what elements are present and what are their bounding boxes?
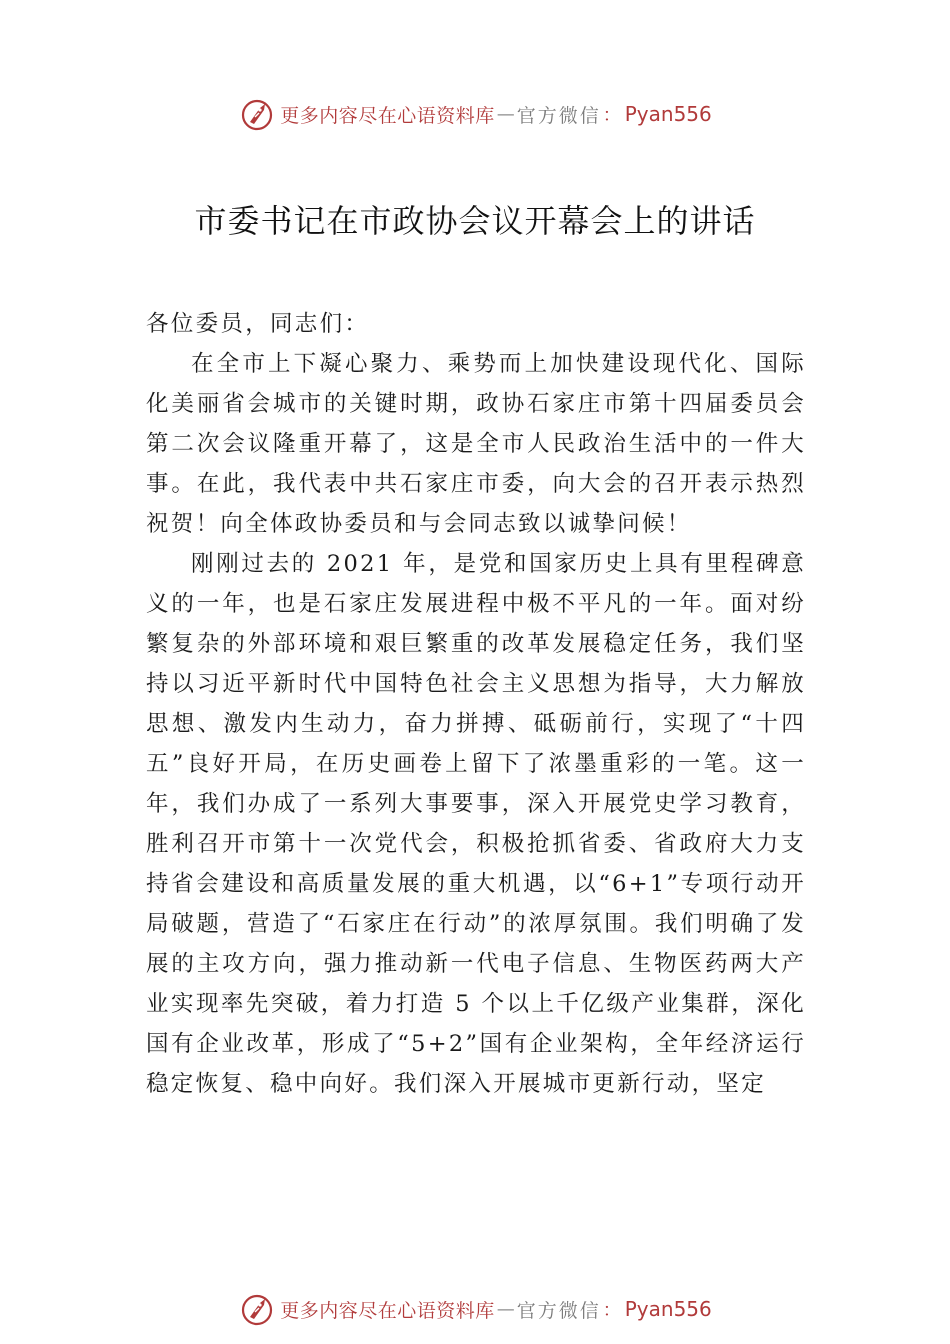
banner-text: 更多内容尽在心语资料库: [280, 1299, 495, 1322]
banner-wechat-label: 官方微信: [516, 1299, 601, 1322]
pen-nib-logo-icon: [238, 95, 276, 133]
salutation: 各位委员，同志们：: [146, 311, 370, 337]
document-title: 市委书记在市政协会议开幕会上的讲话: [194, 202, 756, 240]
banner-separator: —: [496, 1298, 515, 1320]
banner-colon: ：: [602, 1300, 621, 1321]
banner-text: 更多内容尽在心语资料库: [280, 104, 495, 127]
pen-nib-logo-icon: [238, 1290, 276, 1328]
paragraph-1: 在全市上下凝心聚力、乘势而上加快建设现代化、国际化美丽省会城市的关键时期，政协石家庄市第十四届委员会第二次会议隆重开幕了，这是全市人民政治生活中的一件大事。在此，我代表中共石家庄市委，向大会的召开表示热烈祝贺！向全体政协委员和与会同志致以诚挚问候！: [146, 351, 806, 537]
banner-wechat-label: 官方微信: [516, 104, 601, 127]
banner-wechat-id: Pyan556: [624, 1297, 712, 1321]
banner-separator: —: [496, 103, 515, 125]
footer-banner: [0, 1287, 950, 1331]
banner-colon: ：: [602, 105, 621, 126]
paragraph-2: 刚刚过去的 2021 年，是党和国家历史上具有里程碑意义的一年，也是石家庄发展进程中极不平凡的一年。面对纷繁复杂的外部环境和艰巨繁重的改革发展稳定任务，我们坚持以习近平新时代中国特色社会主义思想为指导，大力解放思想、激发内生动力，奋力拼搏、砥砺前行，实现了“十四五”良好开局，在历史画卷上留下了浓墨重彩的一笔。这一年，我们办成了一系列大事要事，深入开展党史学习教育， 胜利召开市第十一次党代会，积极抢抓省委、省政府大力支持省会建设和高质量发展的重大机遇，以“6+1”专项行动开局破题，营造了“石家庄在行动”的浓厚氛围。我们明确了发展的主攻方向，强力推动新一代电子信息、生物医药两大产业实现率先突破，着力打造 5 个以上千亿级产业集群，深化国有企业改革，形成了“5+2”国有企业架构，全年经济运行稳定恢复、稳中向好。我们深入开展城市更新行动，坚定: [146, 551, 806, 1097]
document-body: [146, 304, 806, 1104]
banner-wechat-id: Pyan556: [624, 102, 712, 126]
header-banner: [0, 92, 950, 136]
